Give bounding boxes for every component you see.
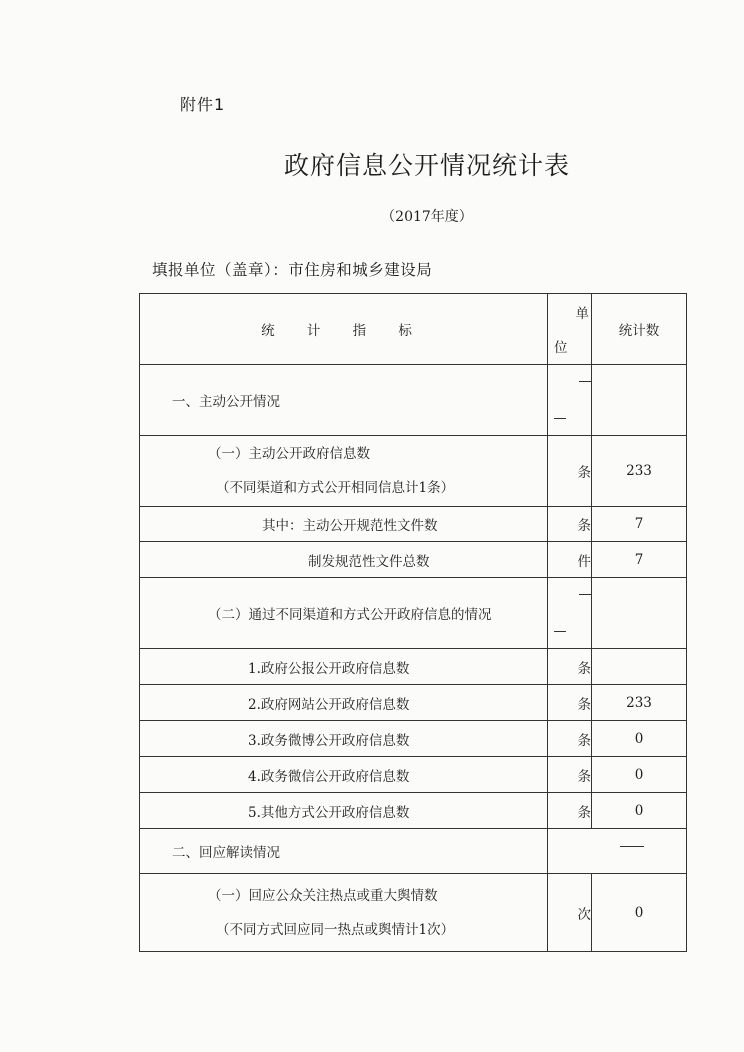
row-4-unit xyxy=(548,578,592,649)
row-5-label: 1.政府公报公开政府信息数 xyxy=(140,649,548,685)
row-9-value: 0 xyxy=(592,793,687,829)
row-10-value: 0 xyxy=(592,874,687,952)
row-5-value xyxy=(592,649,687,685)
row-8-value: 0 xyxy=(592,757,687,793)
row-3-label: 制发规范性文件总数 xyxy=(140,542,548,578)
table-row xyxy=(140,649,687,685)
row-7-unit: 条 xyxy=(548,721,592,757)
section-1-value xyxy=(592,365,687,436)
row-2-label: 其中：主动公开规范性文件数 xyxy=(140,507,548,542)
report-year: （2017年度） xyxy=(381,209,473,225)
row-1-value: 233 xyxy=(592,436,687,507)
filing-unit: 填报单位（盖章）：市住房和城乡建设局 xyxy=(152,261,433,279)
row-10-note: （不同方式回应同一热点或舆情计1次） xyxy=(216,921,455,938)
row-7-value: 0 xyxy=(592,721,687,757)
row-6-value: 233 xyxy=(592,685,687,721)
header-unit-top: 单 xyxy=(575,306,589,322)
statistics-table xyxy=(139,293,687,952)
row-9-unit: 条 xyxy=(548,793,592,829)
section-1-unit xyxy=(548,365,592,436)
header-unit-bottom: 位 xyxy=(554,340,568,356)
table-row xyxy=(140,685,687,721)
dash-mark xyxy=(579,381,591,382)
table-row xyxy=(140,542,687,578)
table-row xyxy=(140,829,687,874)
section-2-label: 二、回应解读情况 xyxy=(140,829,548,874)
row-4-value xyxy=(592,578,687,649)
row-9-label: 5.其他方式公开政府信息数 xyxy=(140,793,548,829)
dash-mark xyxy=(579,594,591,595)
dash-mark xyxy=(554,418,566,419)
row-10-title: （一）回应公众关注热点或重大舆情数 xyxy=(208,887,438,904)
section-2-unit-value xyxy=(548,829,687,874)
table-row xyxy=(140,757,687,793)
row-8-unit: 条 xyxy=(548,757,592,793)
table-header-row xyxy=(140,294,687,365)
row-6-unit: 条 xyxy=(548,685,592,721)
header-count: 统计数 xyxy=(592,294,687,365)
row-10-unit: 次 xyxy=(548,874,592,952)
row-2-unit: 条 xyxy=(548,507,592,542)
row-6-label: 2.政府网站公开政府信息数 xyxy=(140,685,548,721)
table-row xyxy=(140,721,687,757)
row-7-label: 3.政务微博公开政府信息数 xyxy=(140,721,548,757)
row-1-note: （不同渠道和方式公开相同信息计1条） xyxy=(216,480,455,496)
row-5-unit: 条 xyxy=(548,649,592,685)
row-8-label: 4.政务微信公开政府信息数 xyxy=(140,757,548,793)
row-1-title: （一）主动公开政府信息数 xyxy=(208,446,370,462)
row-3-value: 7 xyxy=(592,542,687,578)
table-row xyxy=(140,507,687,542)
table-row xyxy=(140,874,687,952)
row-4-label: （二）通过不同渠道和方式公开政府信息的情况 xyxy=(140,578,548,649)
row-1-label xyxy=(140,436,548,507)
row-10-label xyxy=(140,874,548,952)
table-row xyxy=(140,578,687,649)
dash-mark xyxy=(554,631,566,632)
attachment-label: 附件1 xyxy=(180,95,226,114)
header-indicator: 统 计 指 标 xyxy=(140,294,548,365)
row-2-value: 7 xyxy=(592,507,687,542)
row-3-unit: 件 xyxy=(548,542,592,578)
section-1-label: 一、主动公开情况 xyxy=(140,365,548,436)
row-1-unit: 条 xyxy=(548,436,592,507)
page-title: 政府信息公开情况统计表 xyxy=(283,151,570,180)
table-row xyxy=(140,436,687,507)
header-unit xyxy=(548,294,592,365)
table-row xyxy=(140,793,687,829)
table-row xyxy=(140,365,687,436)
dash-mark xyxy=(620,846,644,847)
